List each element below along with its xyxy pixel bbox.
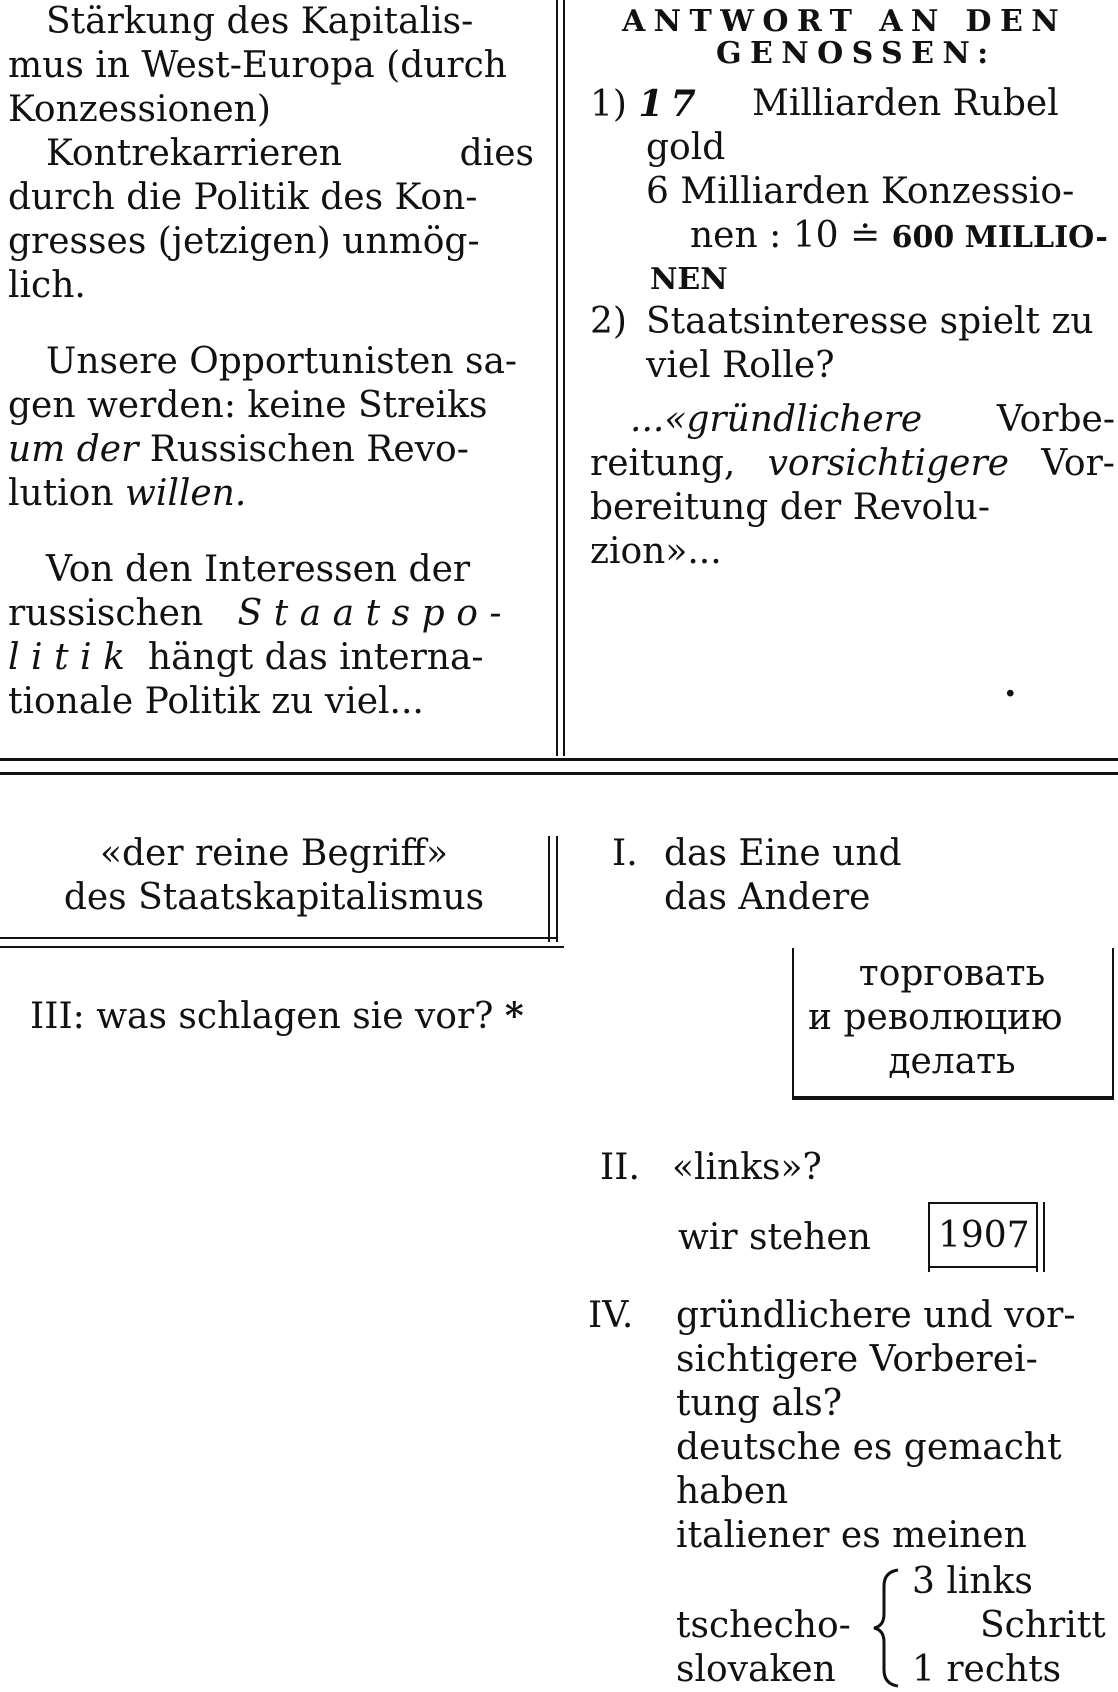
text: «der reine Begriff» [99,833,449,874]
text-line [46,340,517,384]
italic-text: vorsichtigere [767,443,1009,484]
item-number: I. [612,833,638,874]
text-line [46,548,470,592]
italic-text: um der [8,429,139,470]
text: NEN [650,262,728,297]
box-border [0,937,556,939]
list-item [590,300,627,344]
russian-line: и революцию [808,997,1063,1038]
text-line: das Andere [664,877,871,918]
text-line [8,384,487,428]
text-line: sichtigere Vorberei- [676,1339,1038,1380]
text-line: das Eine und [664,833,902,874]
text-line: italiener es meinen [676,1515,1027,1556]
text: III: was schlagen sie vor? [30,996,494,1037]
text-line: haben [676,1471,789,1512]
text: tionale Politik zu viel... [8,681,424,722]
text: 600 MILLIO- [891,220,1108,255]
text-line [650,258,728,302]
text-line: tung als? [676,1383,843,1424]
box-border [792,1096,1114,1098]
text-line [46,132,534,176]
concept-box-line [0,832,548,876]
text-line: «links»? [672,1147,822,1188]
text: mus in West-Europa (durch [8,45,507,86]
russian-line: делать [888,1041,1016,1082]
text: gresses (jetzigen) unmög- [8,221,480,262]
box-border [556,836,558,942]
text: Kontrekarrieren [46,133,342,174]
asterisk: * [504,995,524,1037]
spaced-italic-text: Staatspo- [237,593,514,634]
text: lution [8,473,114,514]
text-line [8,176,477,220]
text-line: 3 links [912,1561,1033,1602]
text-line [8,264,86,308]
text: Milliarden Rubel [752,83,1059,124]
box-border [928,1202,1038,1204]
text: Von den Interessen der [46,549,471,590]
text-line [690,214,1108,260]
text: Stärkung des Kapitalis- [46,1,474,42]
text: 6 Milliarden Konzessio- [646,171,1075,212]
text: viel Rolle? [646,345,835,386]
text: zion»... [590,531,722,572]
text-line [8,88,271,132]
text: Russischen Revo- [149,429,469,470]
text-line [8,472,246,516]
curly-brace-icon [868,1566,908,1690]
item-number: 2) [590,301,627,342]
text: durch die Politik des Kon- [8,177,478,218]
text: gold [646,127,726,168]
text-line: Schritt [980,1605,1106,1646]
text: nen : 10 [690,215,839,256]
item-number: IV. [588,1295,634,1336]
text-line: 1 rechts [912,1649,1062,1690]
russian-line: торговать [858,953,1046,994]
column-divider [556,0,558,756]
value: 17 [638,83,703,125]
text-line: gründlichere und vor- [676,1295,1076,1336]
box-border [1036,1202,1038,1272]
italic-text: ...«gründlichere [630,399,923,440]
text-line [8,592,513,636]
box-border [0,946,564,948]
spaced-italic-text: litik [8,637,137,678]
text: hängt das interna- [147,637,484,678]
list-item-iii [30,994,524,1039]
section-divider [0,772,1118,775]
stray-dot: . [1004,663,1017,705]
text-line [8,680,424,724]
text-line [646,126,725,170]
item-number: 1) [590,84,627,125]
text-line [646,170,1074,214]
text-line [590,486,990,530]
text: des Staatskapitalismus [63,877,485,918]
text: Unsere Opportunisten sa- [46,341,518,382]
text-line [8,428,469,472]
item-number: II. [600,1147,640,1188]
year-box: 1907 [938,1215,1030,1256]
concept-box-line [0,876,548,920]
text: russischen [8,593,204,634]
box-border [548,836,550,942]
box-border [928,1202,930,1272]
text: Vorbe- [996,399,1115,440]
text: reitung, [590,443,736,484]
text: Konzessionen) [8,89,271,130]
column-divider [563,0,565,756]
text-line [646,300,1094,344]
text-line [646,344,835,388]
italic-text: willen. [125,473,247,514]
text-line [46,0,534,44]
text-line: deutsche es gemacht [676,1427,1062,1468]
text-line [590,442,1115,486]
text-line [630,398,1115,442]
text-line: slovaken [676,1649,836,1690]
text-line [8,220,480,264]
text: bereitung der Revolu- [590,487,990,528]
equals-sign: ≐ [849,215,881,256]
text-line [590,530,722,574]
section-divider [0,758,1118,761]
text-line [752,82,1059,126]
heading: GENOSSEN: [716,36,997,71]
list-item [590,82,703,127]
text-line [8,636,484,680]
box-border [928,1266,1038,1268]
text-line: wir stehen [678,1217,871,1258]
text: gen werden: keine Streiks [8,385,488,426]
text: Staatsinteresse spielt zu [646,301,1094,342]
text-line [8,44,534,88]
text: dies [459,133,534,174]
text: lich. [8,265,86,306]
text-line: tschecho- [676,1605,851,1646]
heading: ANTWORT AN DEN [622,4,1068,39]
text: Vor- [1041,443,1115,484]
box-border [1043,1202,1045,1272]
